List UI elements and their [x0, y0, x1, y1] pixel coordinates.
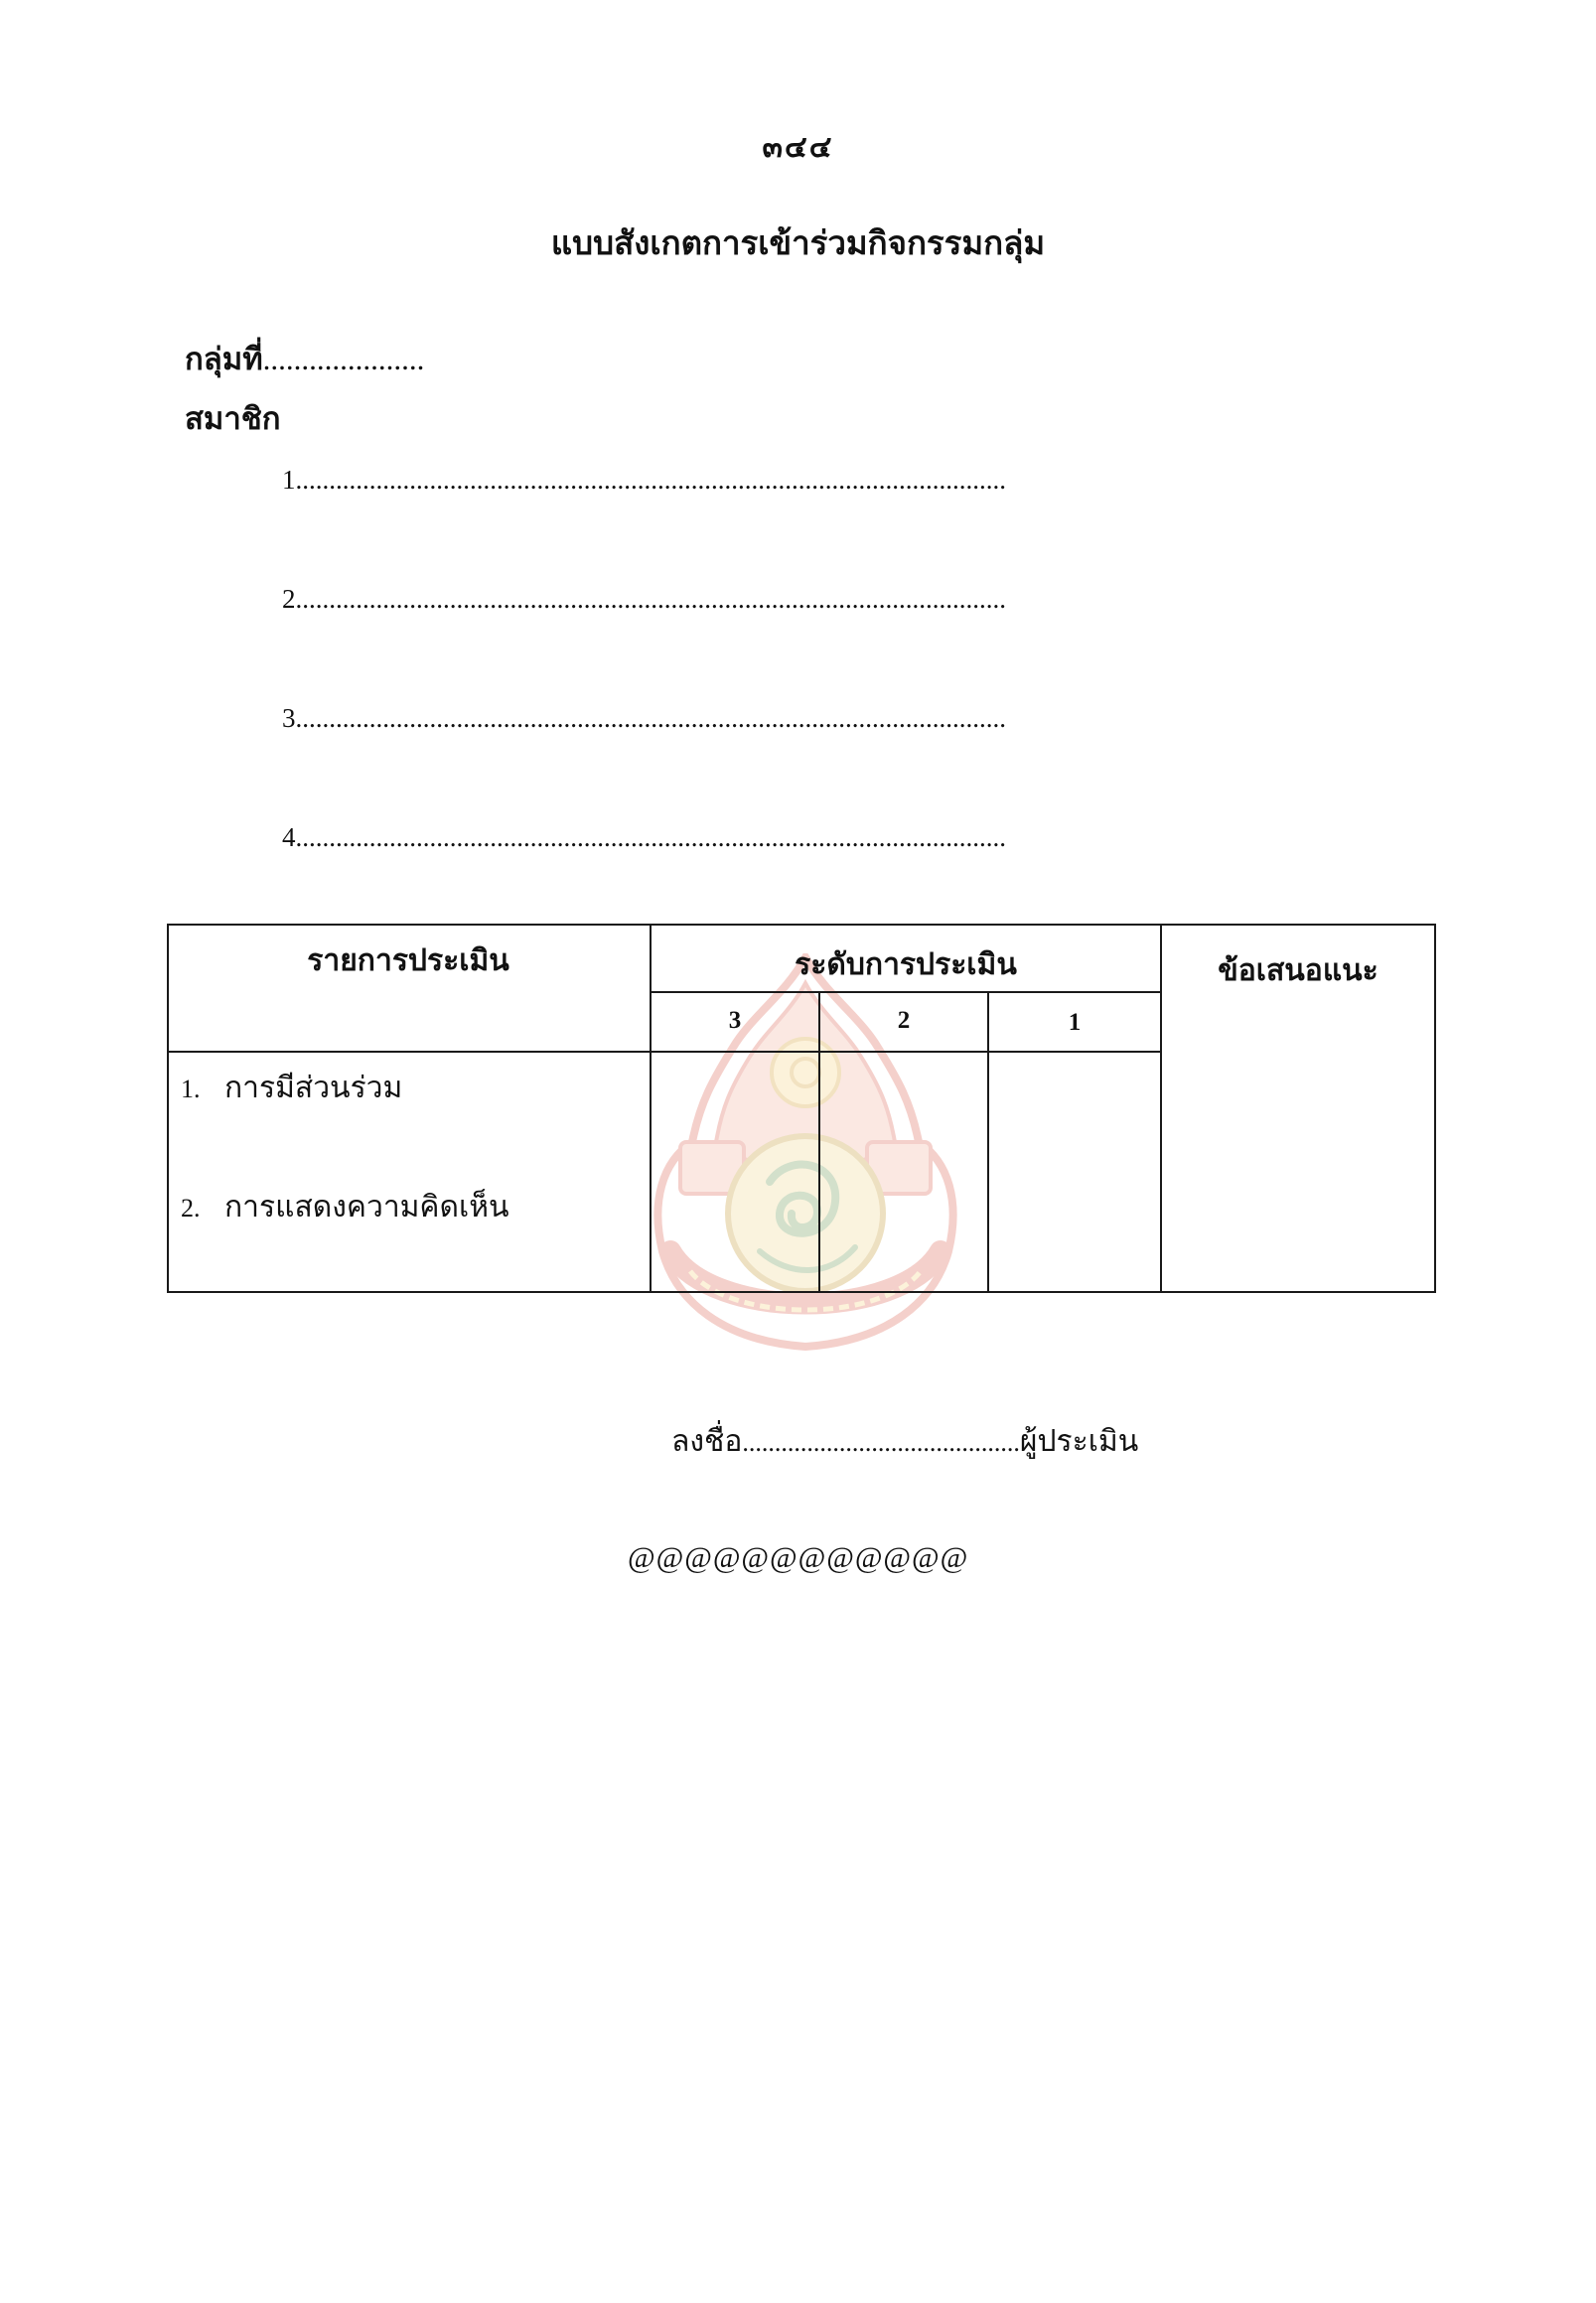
level-header-2: 2 [897, 1007, 911, 1034]
signature-blank: ........................................... [742, 1428, 1020, 1457]
column-header-comments: ข้อเสนอแนะ [1218, 954, 1378, 987]
row-number: 1. [181, 1075, 201, 1103]
table-row [181, 1065, 402, 1111]
member-line-4: 4.......................................................................................................... [282, 822, 1006, 852]
column-header-items: รายการประเมิน [307, 944, 509, 977]
signature-suffix: ผู้ประเมิน [1019, 1425, 1139, 1458]
member-line-2: 2.......................................................................................................... [282, 584, 1006, 614]
member-line-1: 1.......................................................................................................... [282, 465, 1006, 495]
group-number-line [185, 334, 424, 383]
page-number: ๓๔๔ [762, 131, 834, 164]
row-number: 2. [181, 1194, 201, 1223]
column-header-levels: ระดับการประเมิน [795, 948, 1017, 981]
row-label: การแสดงความคิดเห็น [224, 1191, 509, 1223]
table-row [181, 1184, 509, 1230]
members-label: สมาชิก [185, 401, 281, 436]
row-label: การมีส่วนร่วม [224, 1072, 403, 1104]
evaluation-table [167, 924, 1436, 1293]
level-header-3: 3 [728, 1007, 742, 1034]
page-title: แบบสังเกตการเข้าร่วมกิจกรรมกลุ่ม [550, 226, 1046, 262]
decorative-divider: @@@@@@@@@@@@ [627, 1541, 969, 1574]
evaluator-signature-line [671, 1418, 1138, 1465]
member-line-3: 3.......................................................................................................... [282, 703, 1006, 733]
group-label: กลุ่มที่ [185, 342, 263, 376]
group-number-blank: ..................... [262, 342, 425, 376]
signature-prefix: ลงชื่อ [671, 1425, 743, 1458]
level-header-1: 1 [1068, 1009, 1082, 1036]
